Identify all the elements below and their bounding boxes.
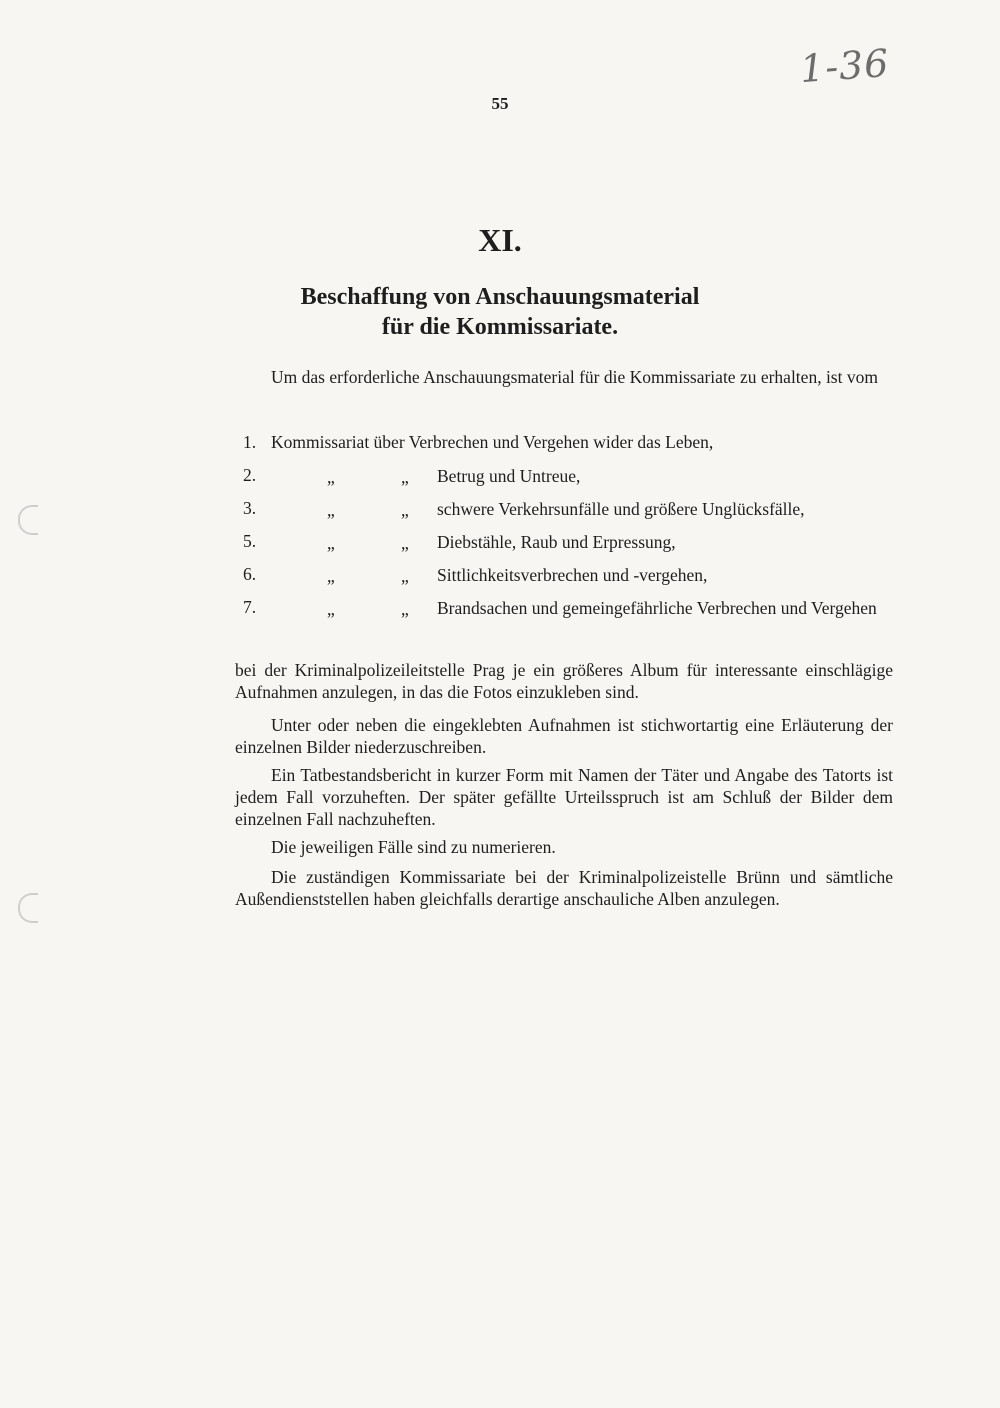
list-number: 5. [243, 531, 257, 551]
chapter-number: XI. [478, 222, 522, 258]
ditto-mark: „ [401, 566, 409, 586]
body-paragraph: Unter oder neben die eingeklebten Aufnahmen ist stichwortartig eine Erläuterung der einzelnen Bilder niederzuschreiben. [235, 715, 893, 757]
list-item [235, 597, 893, 643]
ditto-mark: „ [401, 467, 409, 487]
ditto-mark: „ [327, 566, 335, 586]
list-text: Kommissariat über Verbrechen und Vergehen wider das Leben, [271, 432, 714, 452]
list-text: schwere Verkehrsunfälle und größere Unglücksfälle, [437, 499, 805, 519]
list-item [235, 465, 893, 498]
list-number: 7. [243, 597, 257, 617]
page-number: 55 [491, 94, 509, 113]
ditto-mark: „ [327, 599, 335, 619]
list-item [235, 432, 893, 465]
punch-hole [18, 505, 38, 535]
list-number: 3. [243, 498, 257, 518]
handwritten-archive-mark: 1-36 [798, 40, 891, 92]
list-number: 6. [243, 564, 257, 584]
list-item [235, 498, 893, 531]
list-item [235, 564, 893, 597]
list-text: Brandsachen und gemeingefährliche Verbrechen und Vergehen [437, 598, 877, 618]
body-paragraph: Die zuständigen Kommissariate bei der Kriminalpolizeistelle Brünn und sämtliche Außendienststellen haben gleichfalls derartige anschauliche Alben anzulegen. [235, 867, 893, 909]
heading-line-2: für die Kommissariate. [381, 314, 619, 340]
body-paragraph: Die jeweiligen Fälle sind zu numerieren. [271, 837, 556, 857]
list-text: Betrug und Untreue, [437, 466, 581, 486]
ditto-mark: „ [327, 467, 335, 487]
body-paragraph: bei der Kriminalpolizeileitstelle Prag je ein größeres Album für interessante einschlägige Aufnahmen anzulegen, in das die Fotos einzukleben sind. [235, 660, 893, 702]
list-item [235, 531, 893, 564]
intro-paragraph: Um das erforderliche Anschauungsmaterial für die Kommissariate zu erhalten, ist vom [271, 367, 878, 387]
ditto-mark: „ [401, 533, 409, 553]
ditto-mark: „ [327, 533, 335, 553]
list-number: 1. [243, 432, 257, 452]
punch-hole [18, 893, 38, 923]
ditto-mark: „ [401, 599, 409, 619]
commissariat-list [235, 432, 893, 643]
section-heading [0, 282, 1000, 342]
body-paragraph: Ein Tatbestandsbericht in kurzer Form mit Namen der Täter und Angabe des Tatorts ist jedem Fall vorzuheften. Der später gefällte Urteilsspruch ist am Schluß der Bilder dem einzelnen Fall nachzuheften. [235, 765, 893, 829]
ditto-mark: „ [401, 500, 409, 520]
list-number: 2. [243, 465, 257, 485]
list-text: Sittlichkeitsverbrechen und -vergehen, [437, 565, 708, 585]
ditto-mark: „ [327, 500, 335, 520]
heading-line-1: Beschaffung von Anschauungsmaterial [300, 284, 700, 310]
list-text: Diebstähle, Raub und Erpressung, [437, 532, 676, 552]
